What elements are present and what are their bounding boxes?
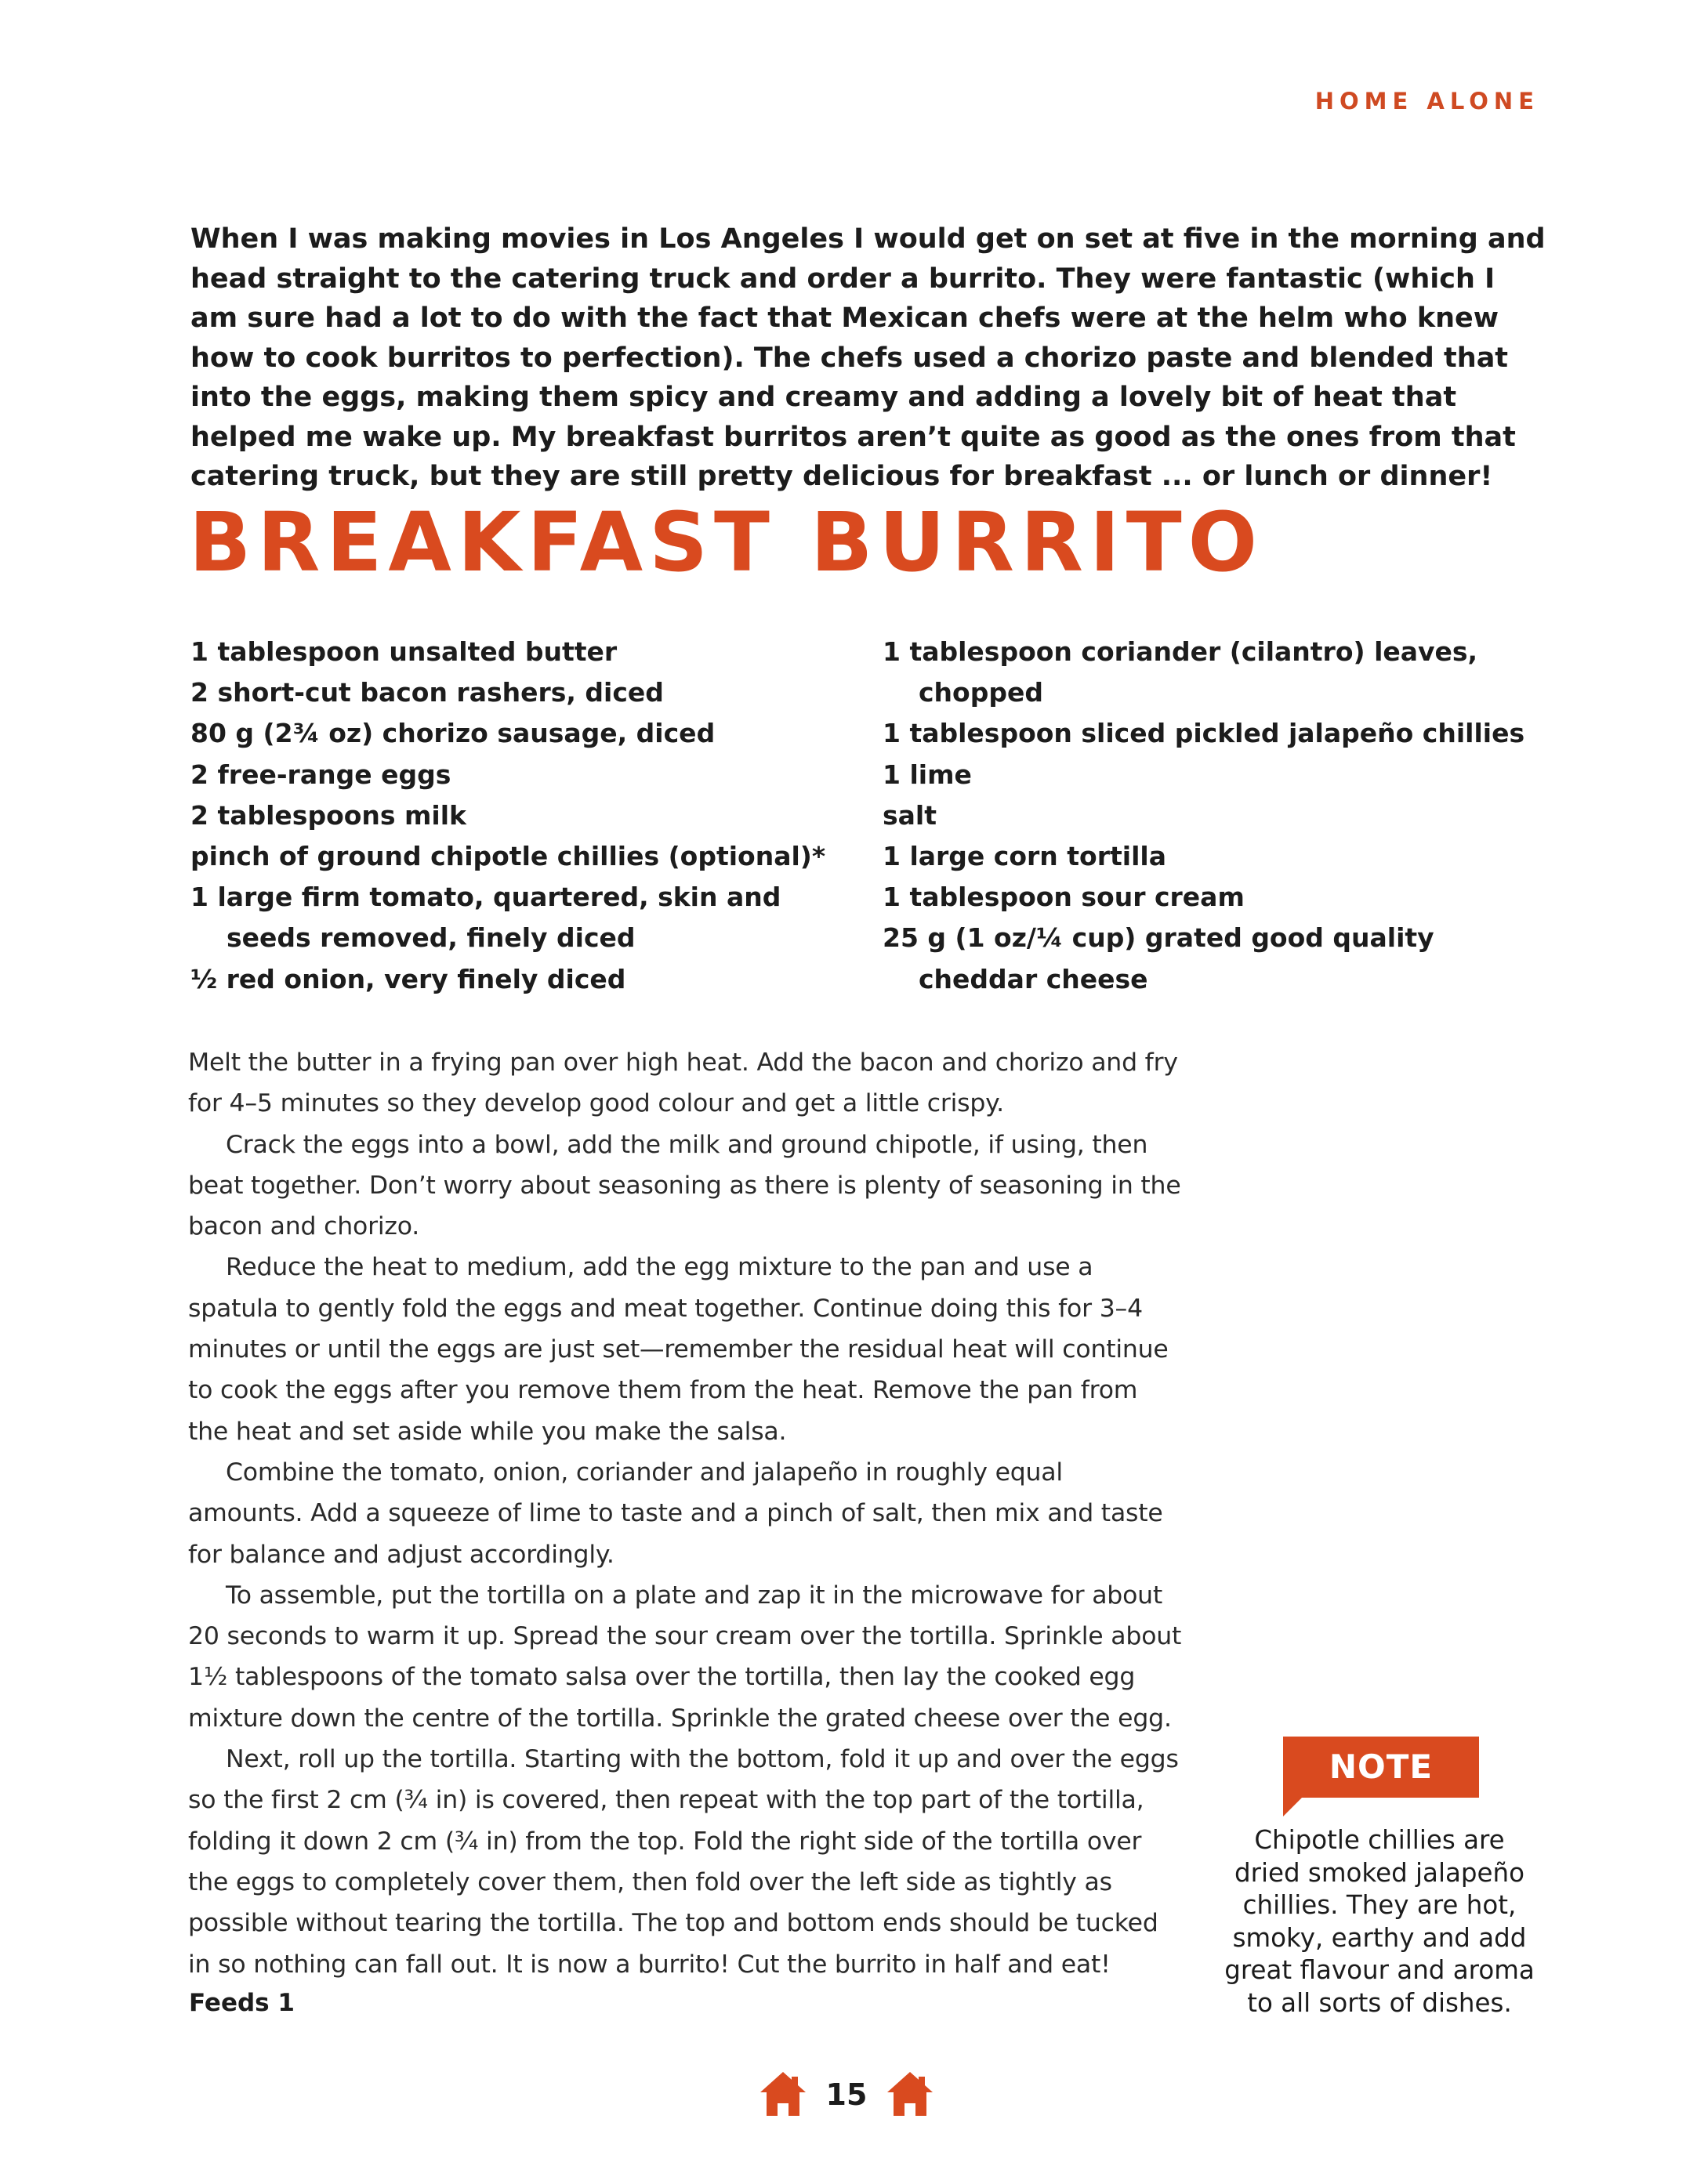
ingredient-item: pinch of ground chipotle chillies (optional)* xyxy=(190,841,826,872)
method-step: Next, roll up the tortilla. Starting with the bottom, fold it up and over the eggs so the first 2 cm (¾ in) is covered, then repeat with the top part of the tortilla, folding it down 2 cm (¾ in) from the top. Fold the right side of the tortilla over the eggs to completely cover them, then fold over the left side as tightly as possible without tearing the tortilla. The top and bottom ends should be tucked in so nothing can fall out. It is now a burrito! Cut the burrito in half and eat! xyxy=(188,1745,1179,1979)
recipe-title: BREAKFAST BURRITO xyxy=(189,494,1264,590)
ingredient-item: salt xyxy=(883,799,937,831)
ingredients-left xyxy=(190,632,849,1000)
ingredient-item: 1 tablespoon coriander (cilantro) leaves, chopped xyxy=(883,636,1478,708)
ingredient-item: 2 tablespoons milk xyxy=(190,799,466,831)
note-badge-tail xyxy=(1283,1796,1303,1816)
note-text: Chipotle chillies are dried smoked jalapeño chillies. They are hot, smoky, earthy and add great flavour and aroma to all sorts of dishes. xyxy=(1224,1825,1535,2018)
house-icon xyxy=(884,2069,936,2121)
intro-paragraph: When I was making movies in Los Angeles I would get on set at five in the morning and head straight to the catering truck and order a burrito. They were fantastic (which I am sure had a lot to do with the fact that Mexican chefs were at the helm who knew how to cook burritos to perfection). The chefs used a chorizo paste and blended that into the eggs, making them spicy and creamy and adding a lovely bit of heat that helped me wake up. My breakfast burritos aren’t quite as good as the ones from that catering truck, but they are still pretty delicious for breakfast ... or lunch or dinner! xyxy=(190,223,1546,492)
ingredient-item: ½ red onion, very finely diced xyxy=(190,963,626,994)
method-step: To assemble, put the tortilla on a plate and zap it in the microwave for about 20 seconds to warm it up. Spread the sour cream over the tortilla. Sprinkle about 1½ tablespoons of the tomato salsa over the tortilla, then lay the cooked egg mixture down the centre of the tortilla. Sprinkle the grated cheese over the egg. xyxy=(188,1581,1182,1733)
method-step: Reduce the heat to medium, add the egg mixture to the pan and use a spatula to gently fold the eggs and meat together. Continue doing this for 3–4 minutes or until the eggs are just set—remember the residual heat will continue to cook the eggs after you remove them from the heat. Remove the pan from the heat and set aside while you make the salsa. xyxy=(188,1253,1169,1446)
ingredient-item: 2 free-range eggs xyxy=(190,759,451,790)
ingredient-item: 2 short-cut bacon rashers, diced xyxy=(190,677,664,708)
method-step: Combine the tomato, onion, coriander and jalapeño in roughly equal amounts. Add a squeeze of lime to taste and a pinch of salt, then mix and taste for balance and adjust accordingly. xyxy=(188,1458,1163,1569)
ingredient-item: 1 tablespoon sliced pickled jalapeño chillies xyxy=(883,718,1525,749)
feeds-label: Feeds 1 xyxy=(189,1989,295,2017)
page-number: 15 xyxy=(825,2077,868,2112)
method-text xyxy=(188,1042,1184,1985)
ingredient-item: 25 g (1 oz/¼ cup) grated good quality cheddar cheese xyxy=(883,922,1434,994)
note-badge: NOTE xyxy=(1283,1737,1479,1798)
ingredient-item: 1 lime xyxy=(883,759,972,790)
method-step: Melt the butter in a frying pan over high heat. Add the bacon and chorizo and fry for 4–5 minutes so they develop good colour and get a little crispy. xyxy=(188,1049,1178,1118)
ingredient-item: 1 large corn tortilla xyxy=(883,841,1166,872)
page-footer xyxy=(0,2069,1693,2121)
ingredient-item: 1 large firm tomato, quartered, skin and seeds removed, finely diced xyxy=(190,882,781,954)
ingredient-item: 1 tablespoon unsalted butter xyxy=(190,636,618,667)
ingredients-right xyxy=(883,632,1557,1000)
section-label: HOME ALONE xyxy=(1314,88,1539,114)
house-icon xyxy=(757,2069,809,2121)
ingredient-item: 80 g (2¾ oz) chorizo sausage, diced xyxy=(190,718,716,749)
ingredient-item: 1 tablespoon sour cream xyxy=(883,882,1245,913)
method-step: Crack the eggs into a bowl, add the milk and ground chipotle, if using, then beat together. Don’t worry about seasoning as there is plenty of seasoning in the bacon and chorizo. xyxy=(188,1130,1181,1241)
